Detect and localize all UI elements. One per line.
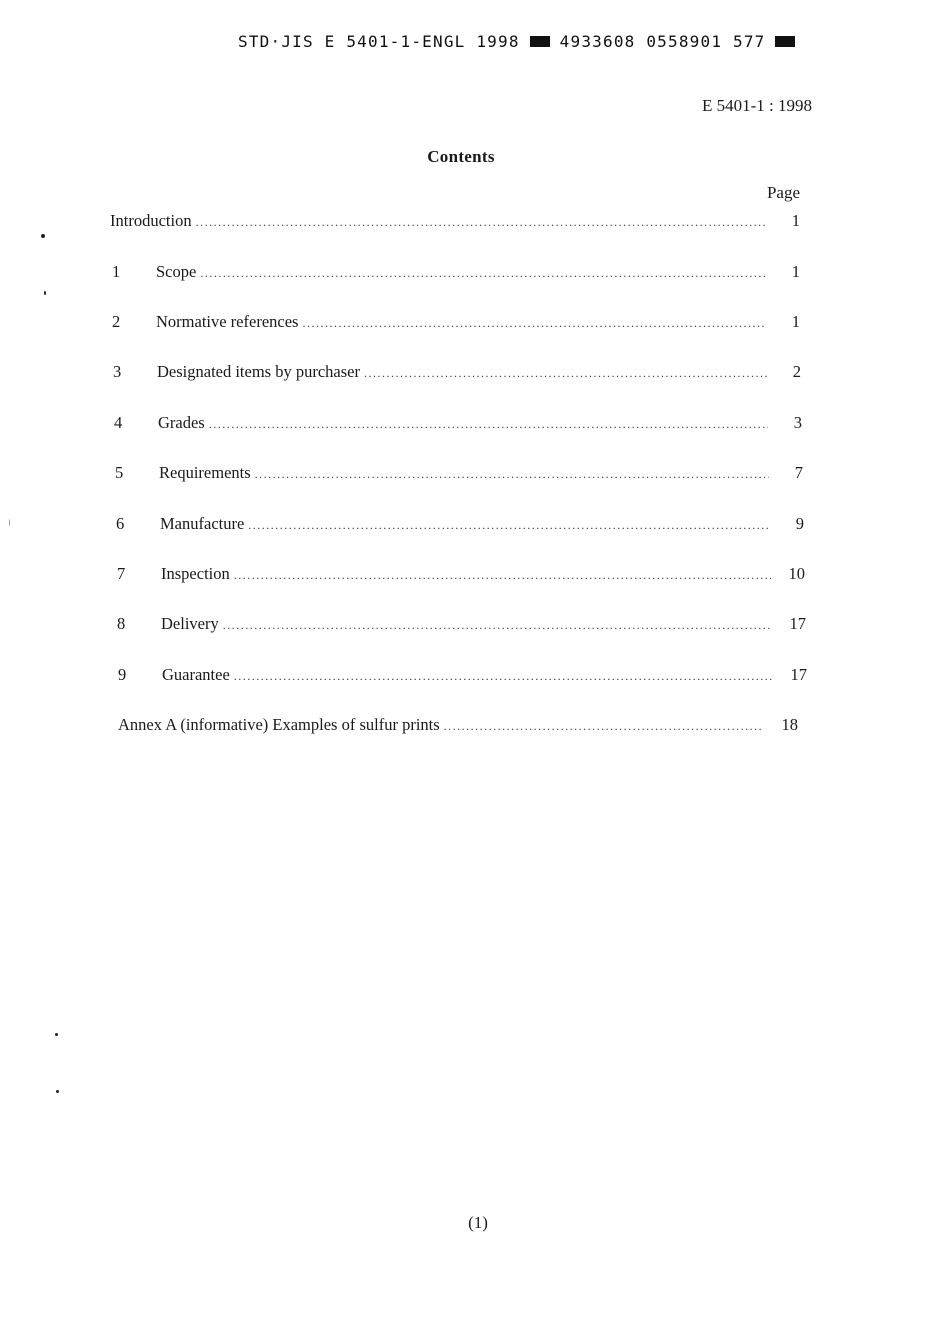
toc-entry-number: 9 — [118, 665, 127, 684]
toc-entry-grades[interactable] — [114, 413, 802, 435]
scan-speck — [41, 234, 45, 238]
toc-entry-title: Designated items by purchaser — [157, 362, 360, 381]
document-number: E 5401-1 : 1998 — [701, 96, 812, 115]
toc-entry-page: 17 — [789, 614, 806, 633]
toc-entry-designated-items[interactable] — [113, 362, 801, 384]
toc-entry-delivery[interactable] — [117, 614, 806, 636]
toc-entry-title: Inspection — [161, 564, 230, 583]
document-control-stamp — [238, 32, 805, 51]
scan-speck — [44, 291, 46, 295]
toc-entry-page: 2 — [792, 362, 801, 381]
toc-entry-title: Scope — [156, 262, 197, 281]
dot-leader — [234, 568, 771, 583]
dot-leader — [200, 266, 766, 281]
stamp-text-serial: 4933608 0558901 577 — [559, 32, 766, 51]
toc-entry-normative-references[interactable] — [112, 312, 800, 334]
toc-entry-number: 8 — [117, 614, 126, 633]
toc-entry-title: Delivery — [161, 614, 219, 633]
toc-entry-manufacture[interactable] — [116, 514, 804, 536]
toc-entry-introduction[interactable] — [110, 211, 800, 233]
toc-entry-page: 18 — [781, 715, 798, 734]
toc-entry-number: 2 — [112, 312, 121, 331]
dot-leader — [223, 618, 772, 633]
toc-entry-number: 6 — [116, 514, 125, 533]
toc-entry-scope[interactable] — [112, 262, 800, 284]
toc-entry-page: 17 — [790, 665, 807, 684]
toc-entry-title: Manufacture — [160, 514, 245, 533]
dot-leader — [234, 669, 773, 684]
scan-speck — [56, 1090, 59, 1093]
toc-entry-number: 1 — [112, 262, 121, 281]
toc-entry-number: 3 — [113, 362, 122, 381]
stamp-block-mark — [530, 36, 550, 47]
annex-label: Annex A (informative) — [118, 715, 269, 734]
dot-leader — [248, 518, 770, 533]
dot-leader — [196, 215, 766, 230]
toc-entry-number: 4 — [114, 413, 123, 432]
toc-entry-page: 9 — [795, 514, 804, 533]
toc-entry-page: 1 — [791, 262, 800, 281]
toc-entry-page: 1 — [791, 312, 800, 331]
toc-entry-title: Requirements — [159, 463, 251, 482]
page-column-label: Page — [766, 183, 800, 202]
toc-entry-page: 3 — [793, 413, 802, 432]
toc-entry-page: 1 — [791, 211, 800, 230]
stamp-block-mark — [775, 36, 795, 47]
dot-leader — [209, 417, 768, 432]
stamp-text-standard-id: STD·JIS E 5401-1-ENGL 1998 — [238, 32, 520, 51]
dot-leader — [364, 366, 767, 381]
toc-entry-title: Introduction — [110, 211, 192, 230]
toc-entry-page: 7 — [794, 463, 803, 482]
toc-entry-title: Grades — [158, 413, 205, 432]
toc-entry-number: 5 — [115, 463, 124, 482]
page-title: Contents — [427, 147, 495, 166]
toc-entry-number: 7 — [117, 564, 126, 583]
scan-speck — [55, 1033, 58, 1036]
toc-entry-title: Examples of sulfur prints — [272, 715, 440, 734]
toc-entry-requirements[interactable] — [115, 463, 803, 485]
toc-entry-title: Guarantee — [162, 665, 230, 684]
toc-entry-guarantee[interactable] — [118, 665, 807, 687]
page-number: (1) — [468, 1213, 488, 1232]
toc-entry-page: 10 — [788, 564, 805, 583]
toc-entry-inspection[interactable] — [117, 564, 805, 586]
dot-leader — [255, 467, 769, 482]
dot-leader — [444, 719, 764, 734]
toc-entry-title: Normative references — [156, 312, 299, 331]
dot-leader — [302, 316, 766, 331]
toc-entry-annex-a[interactable] — [118, 715, 798, 737]
scan-speck — [9, 519, 10, 526]
